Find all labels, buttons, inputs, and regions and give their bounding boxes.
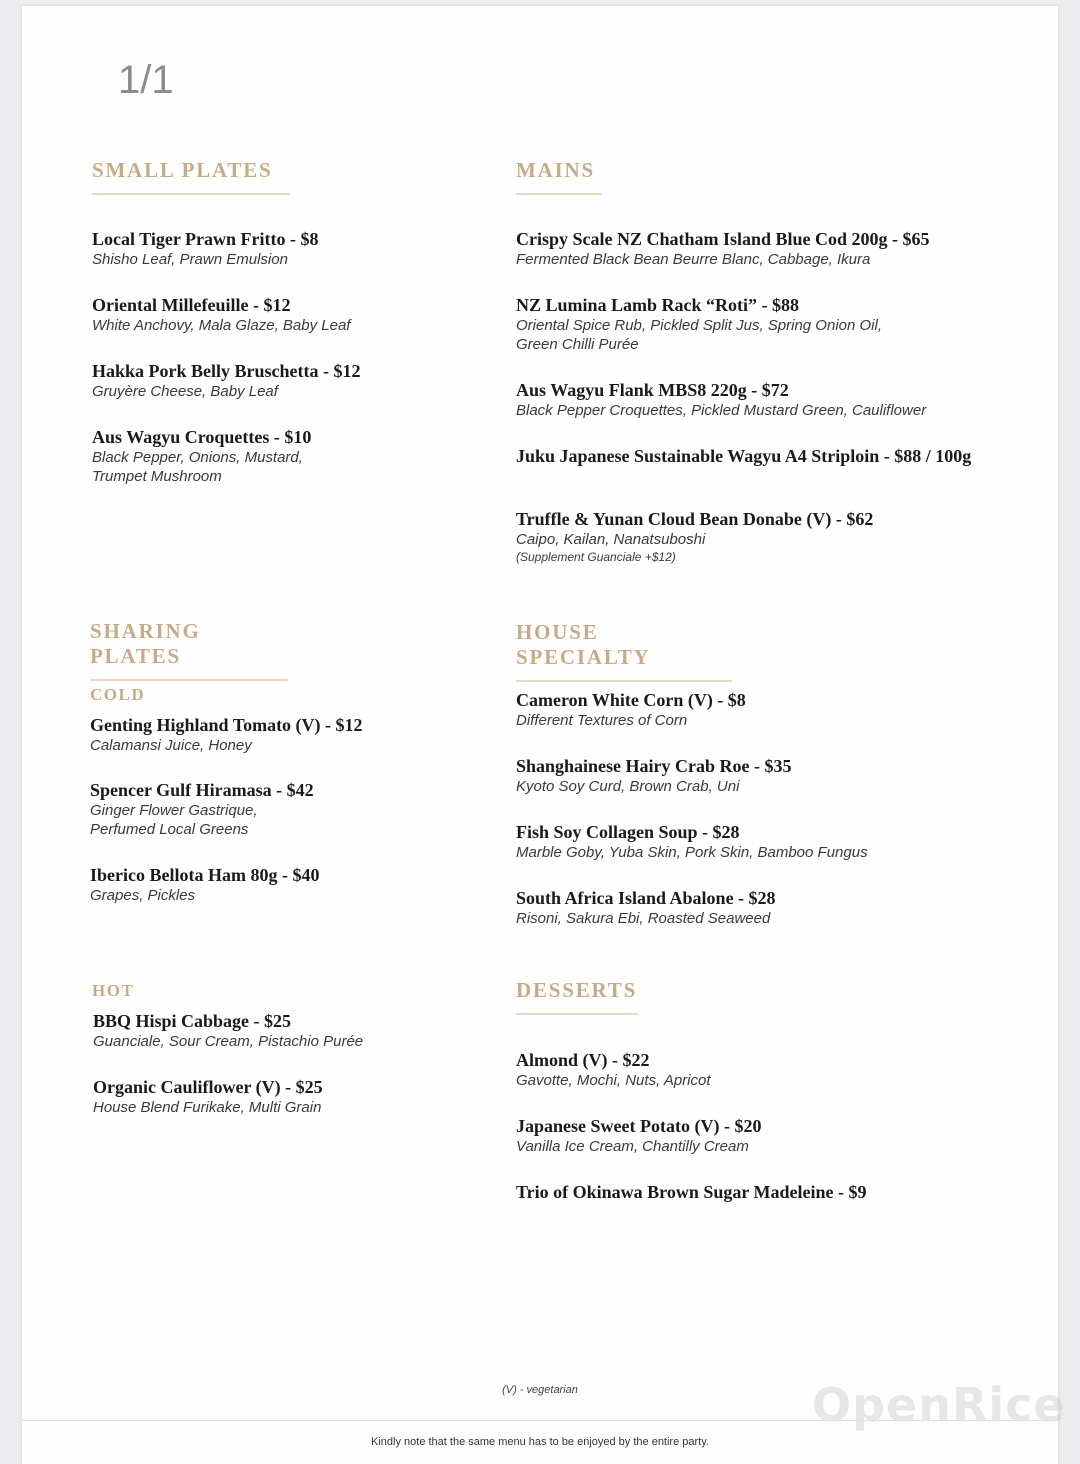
menu-item-name: Organic Cauliflower (V) - $25 [93, 1077, 323, 1097]
section-title-mains: MAINS [516, 158, 602, 195]
menu-item-description: Oriental Spice Rub, Pickled Split Jus, Spring Onion Oil, [516, 317, 882, 334]
menu-item [516, 446, 971, 467]
menu-item-description: Vanilla Ice Cream, Chantilly Cream [516, 1138, 749, 1155]
menu-item-description: Guanciale, Sour Cream, Pistachio Purée [93, 1033, 364, 1050]
menu-item-name: NZ Lumina Lamb Rack “Roti” - $88 [516, 295, 800, 315]
menu-item [516, 1182, 867, 1203]
menu-item-description: Ginger Flower Gastrique, [90, 802, 258, 819]
menu-item [92, 361, 361, 401]
openrice-watermark: OpenRice [812, 1378, 1066, 1432]
menu-item [92, 229, 318, 269]
subhead-hot: HOT [92, 981, 135, 1000]
menu-item-description: Kyoto Soy Curd, Brown Crab, Uni [516, 778, 740, 795]
menu-item-name: Almond (V) - $22 [516, 1050, 650, 1070]
menu-item-description: Perfumed Local Greens [90, 821, 249, 838]
menu-item-name: South Africa Island Abalone - $28 [516, 888, 776, 908]
menu-item-name: Spencer Gulf Hiramasa - $42 [90, 780, 314, 800]
menu-item-description: Fermented Black Bean Beurre Blanc, Cabbage, Ikura [516, 251, 871, 268]
menu-item-name: Local Tiger Prawn Fritto - $8 [92, 229, 319, 249]
menu-item-name: Iberico Bellota Ham 80g - $40 [90, 865, 320, 885]
footer-divider [22, 1420, 1058, 1421]
menu-item-description: House Blend Furikake, Multi Grain [93, 1099, 322, 1116]
menu-item-description: Risoni, Sakura Ebi, Roasted Seaweed [516, 910, 771, 927]
menu-item-name: Trio of Okinawa Brown Sugar Madeleine - $9 [516, 1182, 867, 1202]
menu-item-description: Black Pepper Croquettes, Pickled Mustard Green, Cauliflower [516, 402, 927, 419]
menu-item-description: Calamansi Juice, Honey [90, 737, 252, 754]
small-plates-section [92, 158, 290, 195]
house-specialty-section [516, 620, 732, 682]
menu-item [516, 380, 926, 420]
menu-item-description: Different Textures of Corn [516, 712, 688, 729]
section-title-sharing-plates: SHARING PLATES [90, 619, 288, 681]
menu-item [516, 756, 792, 796]
menu-item-note: (Supplement Guanciale +$12) [516, 550, 676, 564]
menu-item [93, 1011, 363, 1051]
menu-item [516, 1116, 761, 1156]
menu-item [516, 822, 868, 862]
page-indicator: 1/1 [118, 58, 174, 102]
menu-item [92, 295, 350, 335]
menu-item-name: Fish Soy Collagen Soup - $28 [516, 822, 740, 842]
menu-item-name: Genting Highland Tomato (V) - $12 [90, 715, 363, 735]
menu-item-name: BBQ Hispi Cabbage - $25 [93, 1011, 292, 1031]
menu-item [92, 427, 311, 486]
menu-item-description: Shisho Leaf, Prawn Emulsion [92, 251, 288, 268]
menu-item-name: Japanese Sweet Potato (V) - $20 [516, 1116, 762, 1136]
menu-item [516, 295, 882, 354]
desserts-section [516, 978, 638, 1015]
menu-item [516, 888, 776, 928]
menu-item-name: Aus Wagyu Croquettes - $10 [92, 427, 312, 447]
menu-item [516, 1050, 711, 1090]
section-title-desserts: DESSERTS [516, 978, 638, 1015]
menu-item [93, 1077, 323, 1117]
menu-item-description: Caipo, Kailan, Nanatsuboshi [516, 531, 706, 548]
section-title-small-plates: SMALL PLATES [92, 158, 290, 195]
mains-section [516, 158, 602, 195]
menu-item [516, 229, 930, 269]
menu-item-description: Marble Goby, Yuba Skin, Pork Skin, Bamboo Fungus [516, 844, 868, 861]
menu-item [90, 780, 314, 839]
menu-item-description: Gavotte, Mochi, Nuts, Apricot [516, 1072, 711, 1089]
menu-item-name: Aus Wagyu Flank MBS8 220g - $72 [516, 380, 789, 400]
menu-item [90, 865, 319, 905]
sharing-plates-section [90, 619, 288, 681]
menu-item [516, 690, 746, 730]
footer-note: Kindly note that the same menu has to be enjoyed by the entire party. [371, 1436, 709, 1448]
menu-item-name: Hakka Pork Belly Bruschetta - $12 [92, 361, 361, 381]
menu-item-name: Juku Japanese Sustainable Wagyu A4 Striploin - $88 / 100g [516, 446, 972, 466]
section-title-house-specialty: HOUSE SPECIALTY [516, 620, 732, 682]
menu-item-name: Shanghainese Hairy Crab Roe - $35 [516, 756, 792, 776]
menu-item-description: Grapes, Pickles [90, 887, 196, 904]
vegetarian-footnote: (V) - vegetarian [502, 1384, 578, 1396]
menu-item-description: Gruyère Cheese, Baby Leaf [92, 383, 278, 400]
menu-item-name: Crispy Scale NZ Chatham Island Blue Cod 200g - $65 [516, 229, 930, 249]
menu-item-description: Black Pepper, Onions, Mustard, [92, 449, 303, 466]
menu-item-name: Cameron White Corn (V) - $8 [516, 690, 746, 710]
menu-item-name: Truffle & Yunan Cloud Bean Donabe (V) - $62 [516, 509, 874, 529]
menu-item-description: Green Chilli Purée [516, 336, 639, 353]
menu-item [516, 509, 873, 565]
menu-item [90, 715, 363, 755]
subhead-cold: COLD [90, 685, 146, 704]
menu-item-description: White Anchovy, Mala Glaze, Baby Leaf [92, 317, 351, 334]
menu-item-description: Trumpet Mushroom [92, 468, 222, 485]
menu-item-name: Oriental Millefeuille - $12 [92, 295, 291, 315]
